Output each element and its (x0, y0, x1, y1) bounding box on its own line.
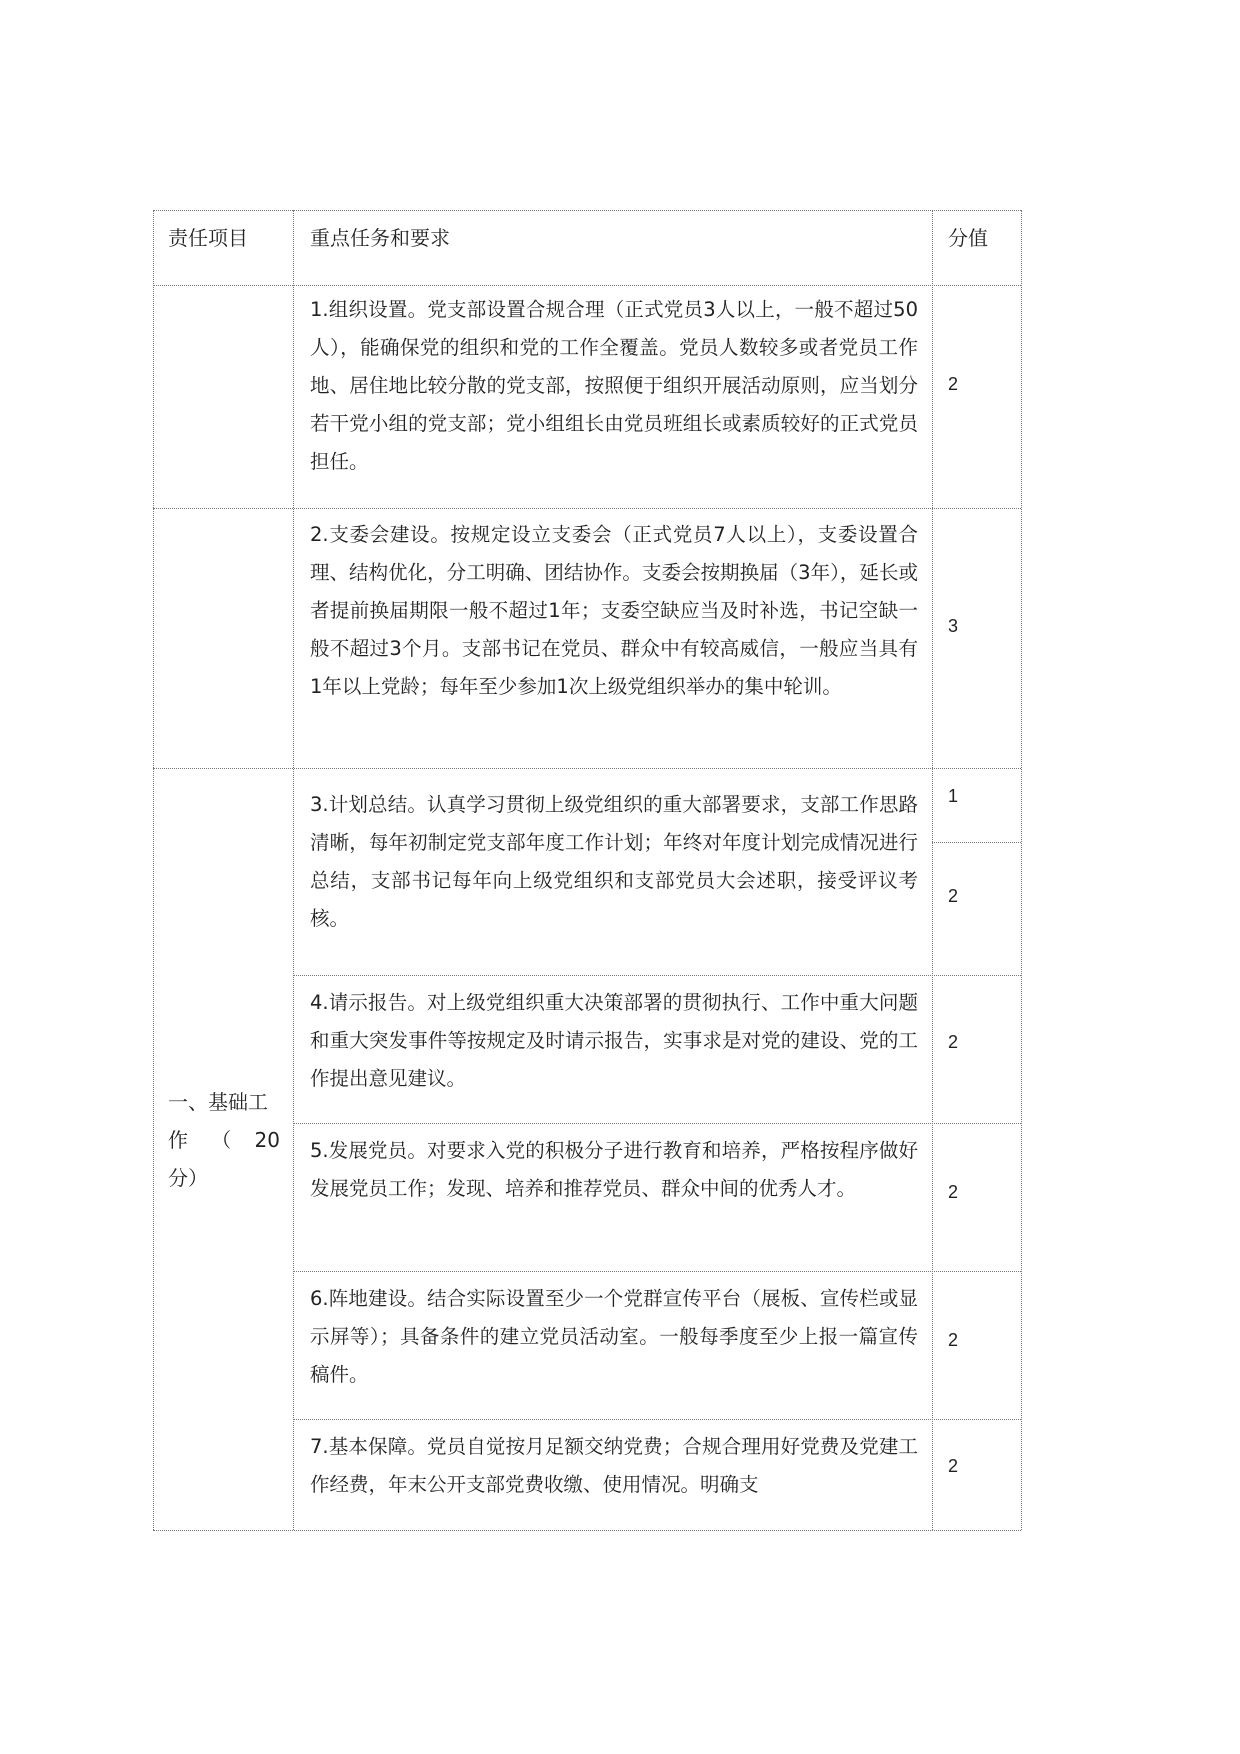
score-row-6: 2 (948, 1330, 959, 1350)
table-border-bottom (153, 1530, 1021, 1531)
category-line-2-a: 作 (168, 1128, 188, 1152)
score-row-5: 2 (948, 1182, 959, 1202)
score-row-7: 2 (948, 1456, 959, 1476)
table-border-left (153, 210, 154, 1530)
task-row-3: 3.计划总结。认真学习贯彻上级党组织的重大部署要求，支部工作思路清晰，每年初制定党支部年度工作计划；年终对年度计划完成情况进行总结，支部书记每年向上级党组织和支部党员大会述职，接受评议考核。 (310, 793, 918, 930)
task-row-5: 5.发展党员。对要求入党的积极分子进行教育和培养，严格按程序做好发展党员工作；发现、培养和推荐党员、群众中间的优秀人才。 (310, 1139, 918, 1200)
score-row-1: 2 (948, 374, 959, 394)
header-bottom-line (153, 285, 1021, 286)
header-item: 责任项目 (168, 226, 248, 250)
table-border-right (1021, 210, 1022, 1530)
row6-bottom-line (293, 1419, 1021, 1420)
task-row-6: 6.阵地建设。结合实际设置至少一个党群宣传平台（展板、宣传栏或显示屏等）；具备条件的建立党员活动室。一般每季度至少上报一篇宣传稿件。 (310, 1287, 918, 1386)
header-task: 重点任务和要求 (310, 226, 450, 250)
category-line-3: 分） (168, 1166, 208, 1190)
category-line-1: 一、基础工 (168, 1090, 268, 1114)
row3-score-split-line (932, 842, 1021, 843)
category-line-2-b: （ (211, 1128, 232, 1152)
row1-bottom-line (153, 508, 1021, 509)
category-label (168, 1083, 280, 1197)
table-divider-2 (932, 210, 933, 1530)
table-divider-1 (293, 210, 294, 1530)
row4-bottom-line (293, 1123, 1021, 1124)
row2-bottom-line (153, 768, 1021, 769)
row3-bottom-line (293, 975, 1021, 976)
table-border-top (153, 210, 1021, 211)
category-line-2-c: 20 (254, 1128, 280, 1152)
score-row-4: 2 (948, 1032, 959, 1052)
category-line-2 (168, 1121, 280, 1159)
row5-bottom-line (293, 1271, 1021, 1272)
task-row-2: 2.支委会建设。按规定设立支委会（正式党员7人以上），支委设置合理、结构优化，分工明确、团结协作。支委会按期换届（3年），延长或者提前换届期限一般不超过1年；支委空缺应当及时补选，书记空缺一般不超过3个月。支部书记在党员、群众中有较高威信，一般应当具有1年以上党龄；每年至少参加1次上级党组织举办的集中轮训。 (310, 523, 918, 698)
score-row-3a: 1 (948, 786, 959, 806)
task-row-7: 7.基本保障。党员自觉按月足额交纳党费；合规合理用好党费及党建工作经费，年末公开支部党费收缴、使用情况。明确支 (310, 1435, 918, 1496)
header-score: 分值 (948, 226, 988, 250)
score-row-2: 3 (948, 616, 959, 636)
task-row-4: 4.请示报告。对上级党组织重大决策部署的贯彻执行、工作中重大问题和重大突发事件等按规定及时请示报告，实事求是对党的建设、党的工作提出意见建议。 (310, 991, 918, 1090)
task-row-1: 1.组织设置。党支部设置合规合理（正式党员3人以上，一般不超过50人），能确保党的组织和党的工作全覆盖。党员人数较多或者党员工作地、居住地比较分散的党支部，按照便于组织开展活动原则，应当划分若干党小组的党支部；党小组组长由党员班组长或素质较好的正式党员担任。 (310, 298, 918, 473)
score-row-3b: 2 (948, 886, 959, 906)
